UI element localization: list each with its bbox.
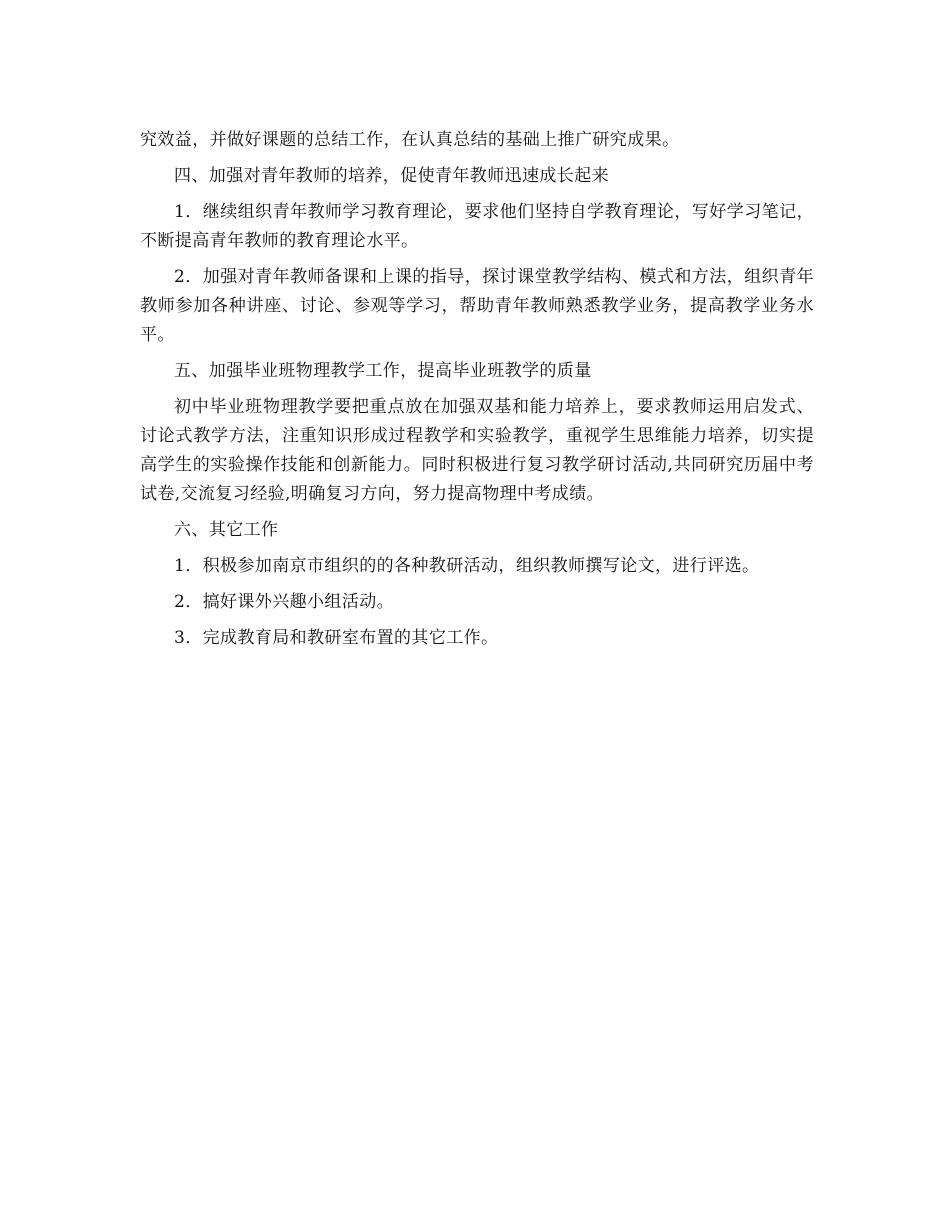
list-item-6-3: 3．完成教育局和教研室布置的其它工作。 — [174, 628, 499, 648]
list-item-6-1: 1．积极参加南京市组织的的各种教研活动，组织教师撰写论文，进行评选。 — [174, 556, 760, 576]
document-body — [140, 126, 814, 660]
paragraph-continuation: 究效益，并做好课题的总结工作，在认真总结的基础上推广研究成果。 — [140, 130, 680, 150]
list-item-4-2: 2．加强对青年教师备课和上课的指导，探讨课堂教学结构、模式和方法，组织青年教师参加各种讲座、讨论、参观等学习，帮助青年教师熟悉教学业务，提高教学业务水平。 — [140, 267, 814, 345]
paragraph-5-body: 初中毕业班物理教学要把重点放在加强双基和能力培养上，要求教师运用启发式、讨论式教学方法，注重知识形成过程教学和实验教学，重视学生思维能力培养，切实提高学生的实验操作技能和创新能力。同时积极进行复习教学研讨活动,共同研究历届中考试卷,交流复习经验,明确复习方向，努力提高物理中考成绩。 — [140, 397, 814, 504]
section-heading-5: 五、加强毕业班物理教学工作，提高毕业班教学的质量 — [174, 361, 592, 381]
section-heading-6: 六、其它工作 — [174, 520, 279, 540]
list-item-4-1: 1．继续组织青年教师学习教育理论，要求他们坚持自学教育理论，写好学习笔记，不断提高青年教师的教育理论水平。 — [140, 202, 814, 251]
list-item-6-2: 2．搞好课外兴趣小组活动。 — [174, 592, 395, 612]
section-heading-4: 四、加强对青年教师的培养，促使青年教师迅速成长起来 — [174, 166, 609, 186]
